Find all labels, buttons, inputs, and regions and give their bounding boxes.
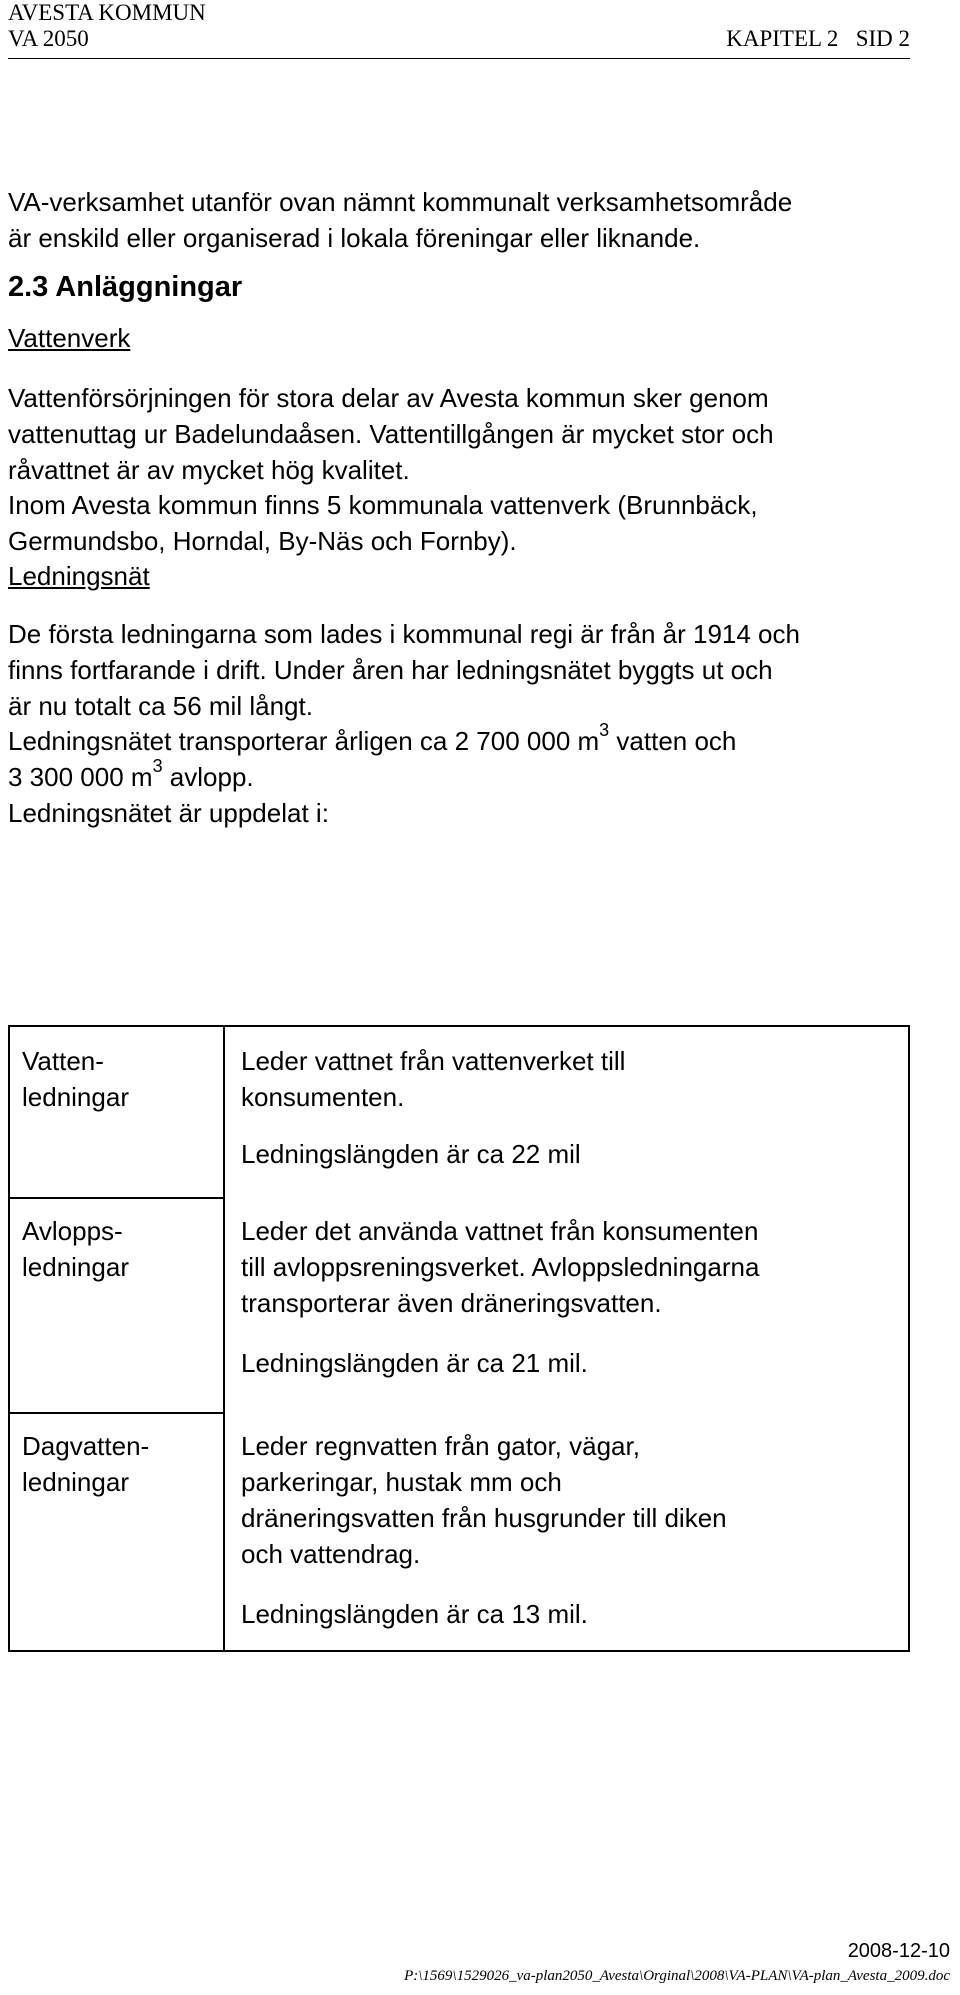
- section-heading: 2.3 Anläggningar: [8, 271, 243, 303]
- vattenverk-paragraph-1: Vattenförsörjningen för stora delar av Avesta kommun sker genom vattenuttag ur Badelundaåsen. Vattentillgången är mycket stor och råvattnet är av mycket hög kvalitet.: [8, 383, 774, 485]
- table-row-description: Leder vattnet från vattenverket till konsumenten.: [241, 1046, 626, 1112]
- header-chapter: KAPITEL 2: [726, 26, 839, 51]
- ledningsnat-paragraph-3: Ledningsnätet är uppdelat i:: [8, 798, 329, 828]
- table-row-description: Leder regnvatten från gator, vägar, parkeringar, hustak mm och dräneringsvatten från husgrunder till diken och vattendrag.: [241, 1431, 727, 1569]
- intro-paragraph: VA-verksamhet utanför ovan nämnt kommunalt verksamhetsområde är enskild eller organiserad i lokala föreningar eller liknande.: [8, 187, 793, 253]
- table-row-description: Leder det använda vattnet från konsumenten till avloppsreningsverket. Avloppsledningarna transporterar även dräneringsvatten.: [241, 1216, 760, 1318]
- ledningsnat-paragraph-1: De första ledningarna som lades i kommunal regi är från år 1914 och finns fortfarande i drift. Under åren har ledningsnätet byggts ut och är nu totalt ca 56 mil långt.: [8, 619, 800, 721]
- vattenverk-paragraph-2: Inom Avesta kommun finns 5 kommunala vattenverk (Brunnbäck, Germundsbo, Horndal, By-Näs och Fornby).: [8, 490, 758, 556]
- header-rule: [8, 58, 910, 59]
- table-column-divider: [223, 1025, 225, 1652]
- pipe-network-table: [8, 1025, 910, 1652]
- subheading-ledningsnat: Ledningsnät: [8, 561, 150, 591]
- header-org: AVESTA KOMMUN: [8, 0, 206, 25]
- header-doc: VA 2050: [8, 26, 89, 51]
- ledningsnat-paragraph-2: Ledningsnätet transporterar årligen ca 2 700 000 $m^3$ vatten och 3 300 000 $m^3$ avlopp.: [8, 720, 737, 792]
- table-row-length: Ledningslängden är ca 21 mil.: [241, 1348, 588, 1378]
- table-row-label: Avlopps- ledningar: [22, 1216, 129, 1282]
- table-row-divider: [8, 1412, 223, 1414]
- page-header: [8, 0, 910, 52]
- table-row-label: Vatten- ledningar: [22, 1046, 129, 1112]
- header-page: SID 2: [855, 26, 910, 51]
- footer-file-path: P:\1569\1529026_va-plan2050_Avesta\Orginal\2008\VA-PLAN\VA-plan_Avesta_2009.doc: [404, 1968, 950, 1984]
- table-row-length: Ledningslängden är ca 13 mil.: [241, 1599, 588, 1629]
- table-row-label: Dagvatten- ledningar: [22, 1431, 150, 1497]
- footer-date: 2008-12-10: [847, 1940, 950, 1962]
- table-row-divider: [8, 1197, 223, 1199]
- table-row-length: Ledningslängden är ca 22 mil: [241, 1139, 581, 1169]
- subheading-vattenverk: Vattenverk: [8, 323, 131, 353]
